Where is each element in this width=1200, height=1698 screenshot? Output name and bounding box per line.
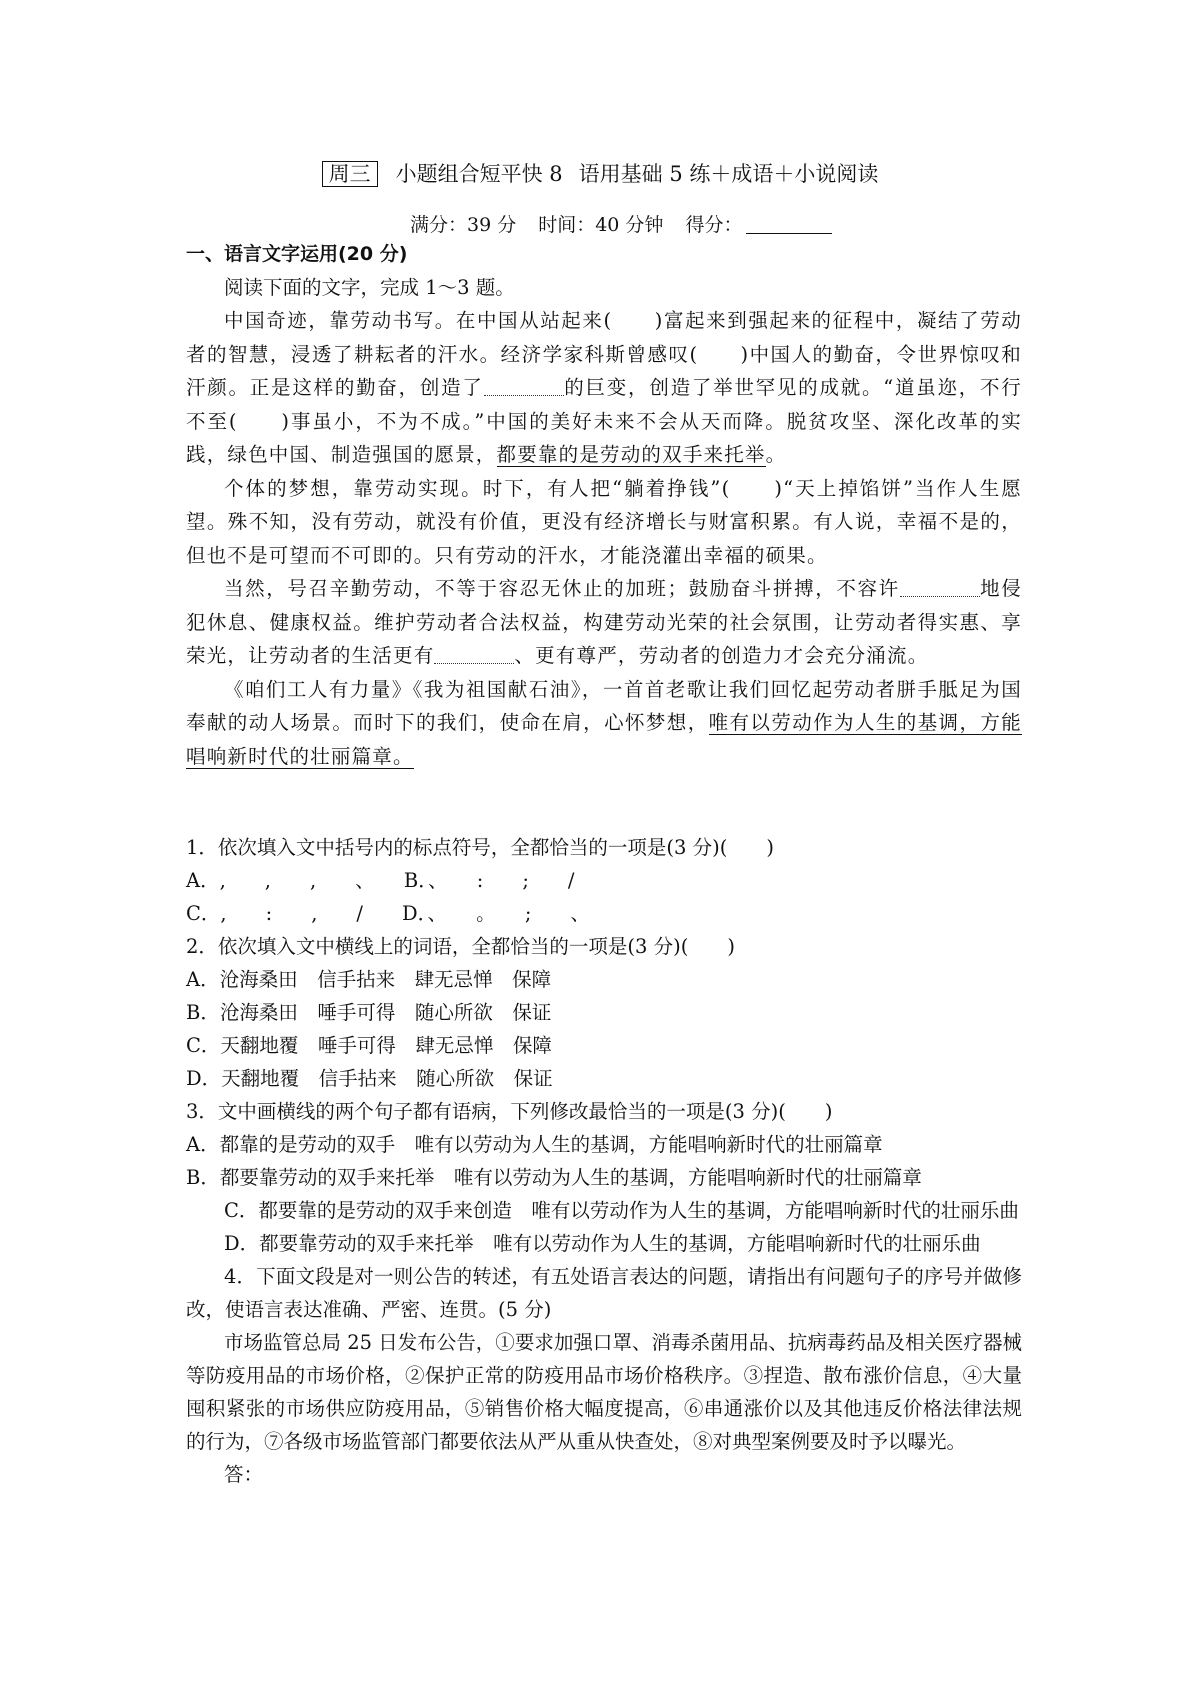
score-line <box>0 210 1200 240</box>
question-3: 3．文中画横线的两个句子都有语病，下列修改最恰当的一项是(3 分)( ) <box>186 1100 833 1123</box>
question-4: 4．下面文段是对一则公告的转述，有五处语言表达的问题，请指出有问题句子的序号并做修改，使语言表达准确、严密、连贯。(5 分) <box>186 1265 1022 1321</box>
worksheet-content <box>186 238 1022 1491</box>
passage-paragraph-3: 当然，号召辛勤劳动，不等于容忍无休止的加班；鼓励奋斗拼搏，不容许 地侵犯休息、健康权益。维护劳动者合法权益，构建劳动光荣的社会氛围，让劳动者得实惠、享荣光，让劳动者的生活更有 、更有尊严，劳动者的创造力才会充分涌流。 <box>186 577 1023 667</box>
question-2-option-c: C．天翻地覆 唾手可得 肆无忌惮 保障 <box>186 1034 552 1057</box>
passage-paragraph-4: 《咱们工人有力量》《我为祖国献石油》，一首首老歌让我们回忆起劳动者胼手胝足为国奉献的动人场景。而时下的我们，使命在肩，心怀梦想，唯有以劳动作为人生的基调，方能唱响新时代的壮丽篇章。 <box>186 677 1022 768</box>
question-1-options-cd: C．, : , / D．、 。 ; 、 <box>186 902 590 925</box>
question-4-text: 市场监管总局 25 日发布公告，①要求加强口罩、消毒杀菌用品、抗病毒药品及相关医疗器械等防疫用品的市场价格，②保护正常的防疫用品市场价格秩序。③捏造、散布涨价信息，④大量囤积紧张的市场供应防疫用品，⑤销售价格大幅度提高，⑥串通涨价以及其他违反价格法律法规的行为，⑦各级市场监管部门都要依法从严从重从快查处，⑧对典型案例要及时予以曝光。 <box>186 1331 1022 1453</box>
section-instruction: 阅读下面的文字，完成 1～3 题。 <box>224 276 515 299</box>
question-3-option-c: C．都要靠的是劳动的双手来创造 唯有以劳动作为人生的基调，方能唱响新时代的壮丽乐曲 <box>224 1199 1019 1222</box>
day-tag: 周三 <box>322 161 378 187</box>
score-label: 得分： <box>685 214 743 236</box>
reading-passage <box>186 304 1022 773</box>
time-limit: 时间：40 分钟 <box>538 214 664 236</box>
title-subtitle: 语用基础 5 练＋成语＋小说阅读 <box>578 162 879 186</box>
question-1: 1．依次填入文中括号内的标点符号，全都恰当的一项是(3 分)( ) <box>186 836 774 859</box>
section-heading: 一、语言文字运用(20 分) <box>186 243 408 265</box>
answer-label[interactable]: 答： <box>224 1463 264 1486</box>
question-3-option-b: B．都要靠劳动的双手来托举 唯有以劳动为人生的基调，方能唱响新时代的壮丽篇章 <box>186 1166 922 1189</box>
title-text: 小题组合短平快 8 <box>395 162 563 186</box>
fill-blank-4 <box>434 645 514 664</box>
fill-blank-3 <box>900 578 980 597</box>
passage-paragraph-2: 个体的梦想，靠劳动实现。时下，有人把“躺着挣钱”( )“天上掉馅饼”当作人生愿望。殊不知，没有劳动，就没有价值，更没有经济增长与财富积累。有人说，幸福不是的，但也不是可望而不可即的。只有劳动的汗水，才能浇灌出幸福的硕果。 <box>186 476 1022 567</box>
score-blank[interactable] <box>746 213 832 234</box>
underlined-sentence-1: 都要靠的是劳动的双手来托举 <box>496 443 766 466</box>
fill-blank-1 <box>484 377 564 396</box>
underlined-sentence-2: 唯有以劳动作为人生的基调，方能唱响新时代的壮丽篇章。 <box>186 711 1022 768</box>
full-score: 满分：39 分 <box>410 214 517 236</box>
question-2: 2．依次填入文中横线上的词语，全都恰当的一项是(3 分)( ) <box>186 935 735 958</box>
question-2-option-b: B．沧海桑田 唾手可得 随心所欲 保证 <box>186 1001 552 1024</box>
passage-paragraph-1: 中国奇迹，靠劳动书写。在中国从站起来( )富起来到强起来的征程中，凝结了劳动者的智慧，浸透了耕耘者的汗水。经济学家科斯曾感叹( )中国人的勤奋，令世界惊叹和汗颜。正是这样的勤奋，创造了 的巨变，创造了举世罕见的成就。“道虽迩，不行不至( )事虽小，不为不成。”中国的美好未来不会从天而降。脱贫攻坚、深化改革的实践，绿色中国、制造强国的愿景，都要靠的是劳动的双手来托举。 <box>186 309 1022 466</box>
question-2-option-a: A．沧海桑田 信手拈来 肆无忌惮 保障 <box>186 968 552 991</box>
question-1-options-ab: A．, , , 、 B．、 : ; / <box>186 869 575 892</box>
question-2-option-d: D．天翻地覆 信手拈来 随心所欲 保证 <box>186 1067 553 1090</box>
question-3-option-d: D．都要靠劳动的双手来托举 唯有以劳动作为人生的基调，方能唱响新时代的壮丽乐曲 <box>224 1232 981 1255</box>
page-title <box>0 158 1200 190</box>
question-3-option-a: A．都靠的是劳动的双手 唯有以劳动为人生的基调，方能唱响新时代的壮丽篇章 <box>186 1133 883 1156</box>
